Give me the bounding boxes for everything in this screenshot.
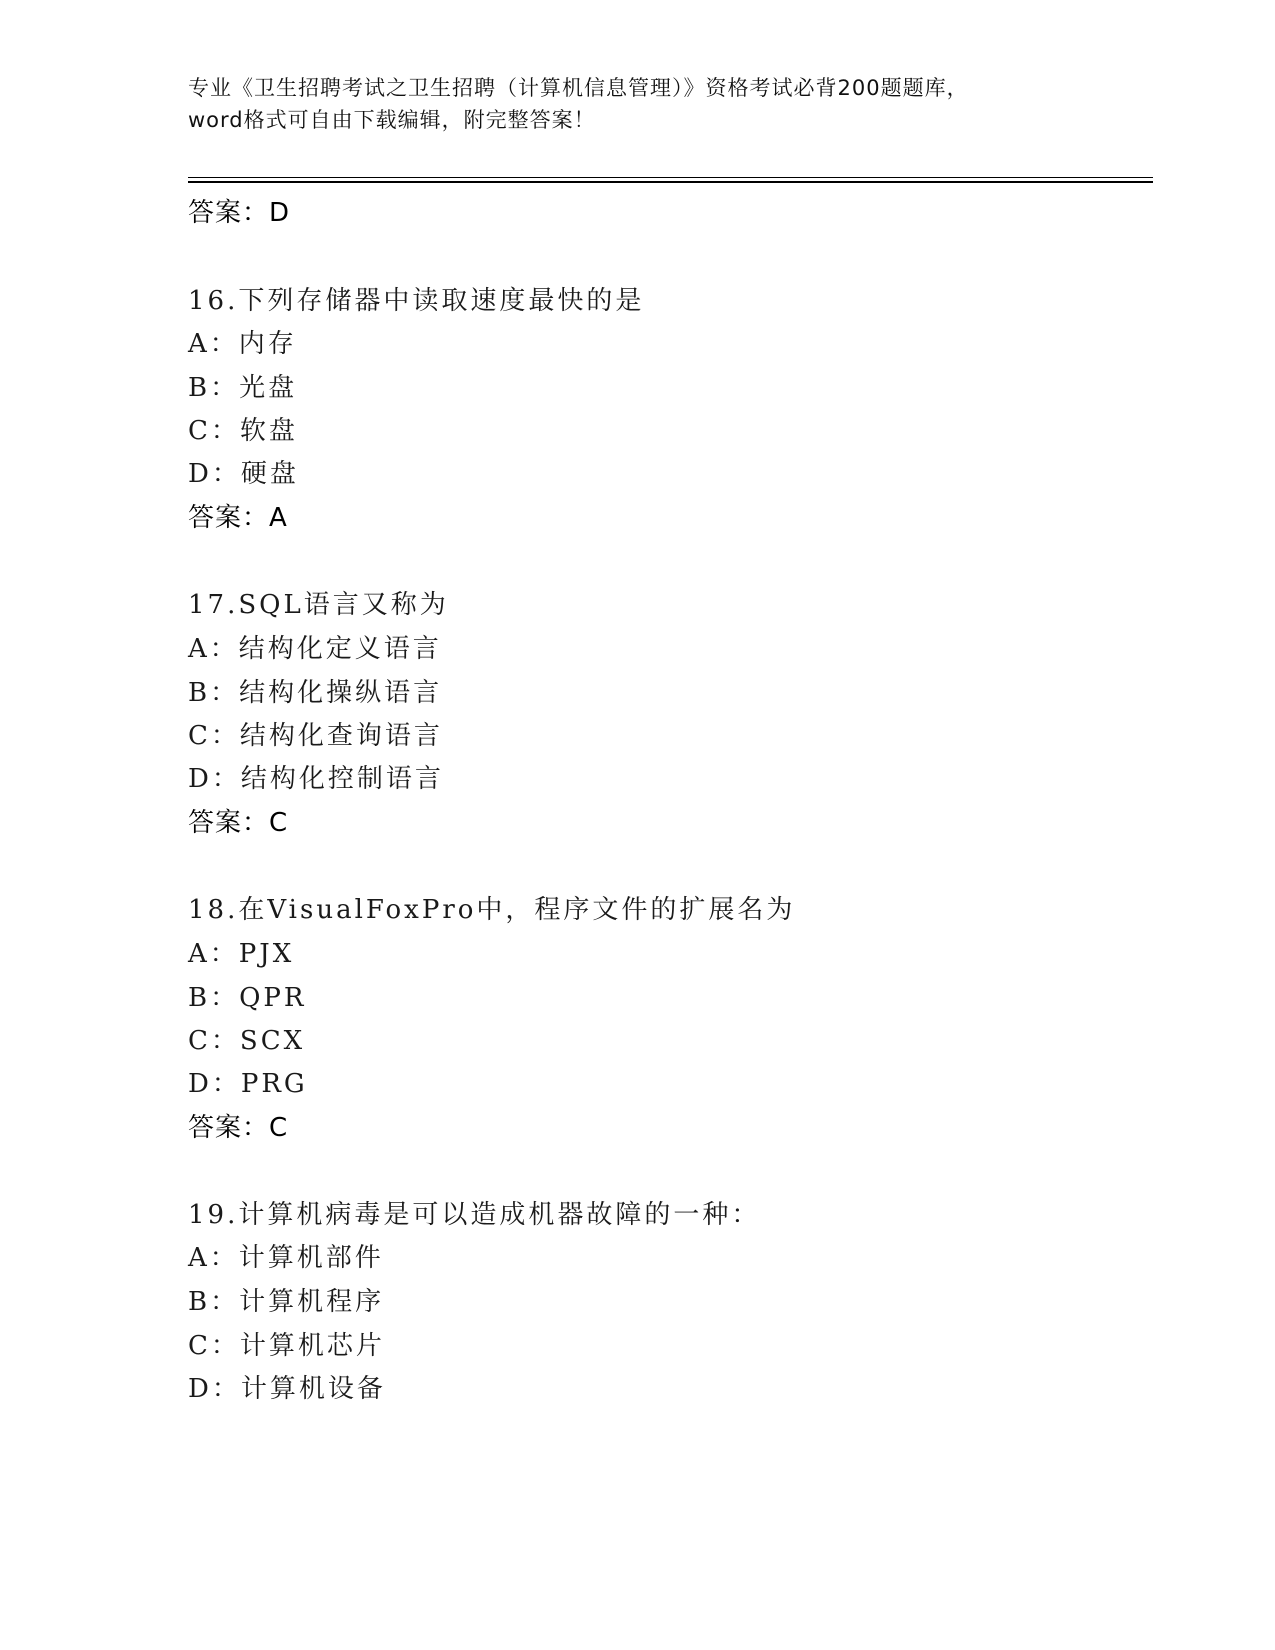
- question-17-option-a: A：结构化定义语言: [188, 634, 442, 664]
- header-line-1: 专业《卫生招聘考试之卫生招聘（计算机信息管理）》资格考试必背200题题库，: [188, 76, 969, 100]
- question-17-answer: 答案：C: [188, 808, 289, 838]
- question-16-stem: 16.下列存储器中读取速度最快的是: [188, 286, 645, 316]
- question-18-option-a: A：PJX: [188, 939, 295, 969]
- question-17-option-d: D：结构化控制语言: [188, 764, 444, 794]
- question-18-stem: 18.在VisualFoxPro中，程序文件的扩展名为: [188, 895, 796, 925]
- question-16-option-d: D：硬盘: [188, 459, 299, 489]
- question-17-option-b: B：结构化操纵语言: [188, 678, 443, 708]
- question-18-option-c: C：SCX: [188, 1026, 306, 1056]
- question-18-option-b: B：QPR: [188, 983, 307, 1013]
- question-18-answer: 答案：C: [188, 1113, 289, 1143]
- prev-answer: 答案：D: [188, 198, 291, 228]
- document-header: [188, 72, 1088, 136]
- question-18-option-d: D：PRG: [188, 1069, 308, 1099]
- question-16-option-c: C：软盘: [188, 416, 298, 446]
- header-divider-thick: [188, 181, 1153, 183]
- question-19-option-c: C：计算机芯片: [188, 1331, 385, 1361]
- question-19-option-d: D：计算机设备: [188, 1374, 386, 1404]
- question-16-option-a: A：内存: [188, 329, 297, 359]
- question-19-option-a: A：计算机部件: [188, 1243, 384, 1273]
- question-17-stem: 17.SQL语言又称为: [188, 590, 449, 620]
- question-17-option-c: C：结构化查询语言: [188, 721, 443, 751]
- question-16-answer: 答案：A: [188, 503, 288, 533]
- question-16-option-b: B：光盘: [188, 373, 298, 403]
- question-19-option-b: B：计算机程序: [188, 1287, 385, 1317]
- question-19-stem: 19.计算机病毒是可以造成机器故障的一种：: [188, 1200, 761, 1230]
- header-divider: [188, 177, 1153, 178]
- header-line-2: word格式可自由下载编辑，附完整答案！: [188, 108, 596, 132]
